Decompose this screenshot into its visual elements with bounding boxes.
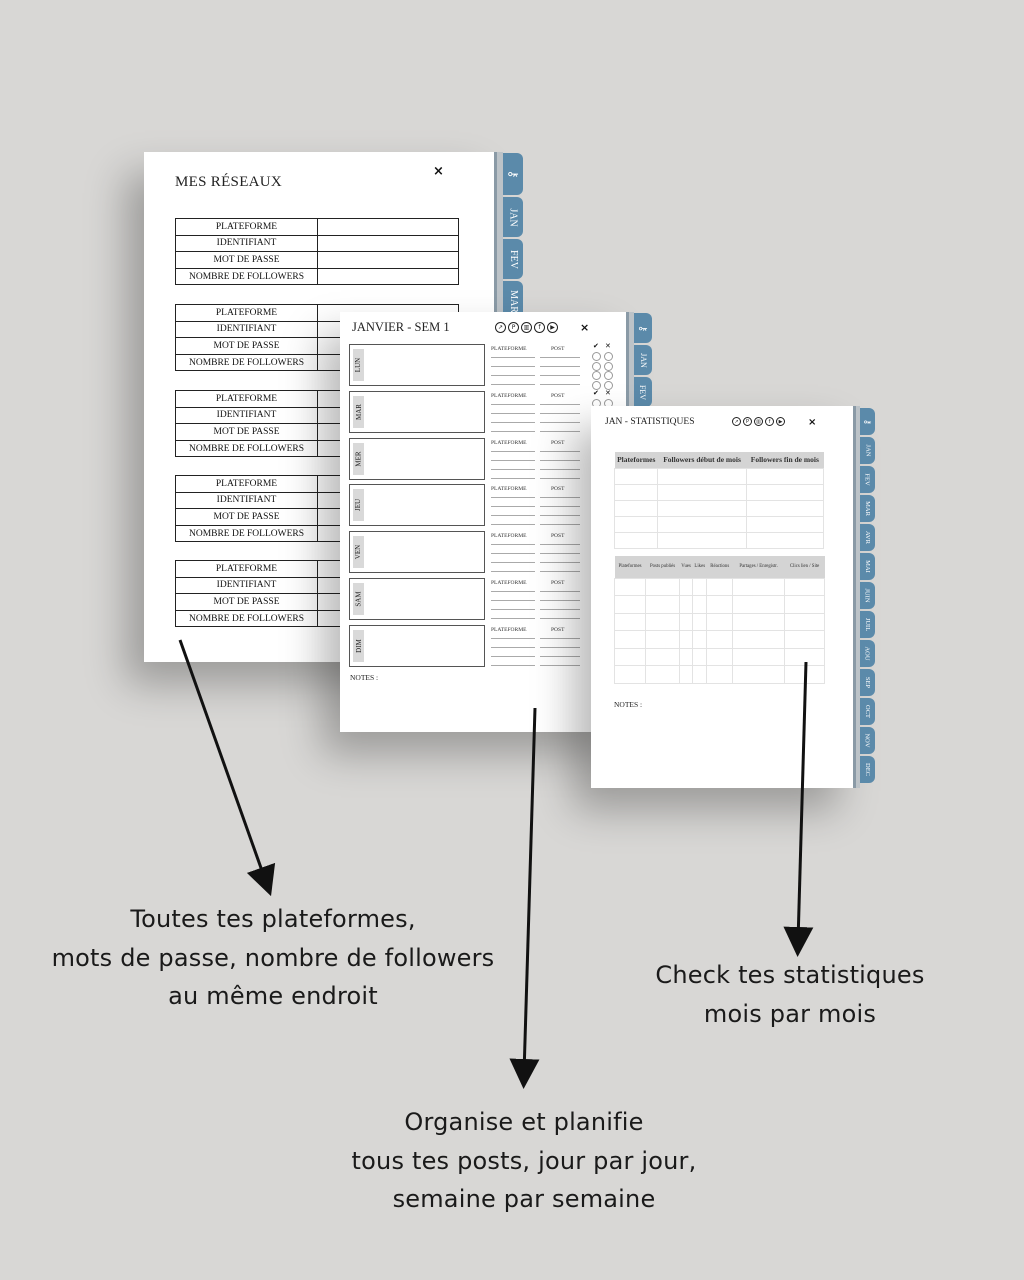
check-icon: ✔: [593, 342, 599, 350]
tab-label: MAR: [864, 501, 871, 516]
caption-posts: Organise et planifie tous tes posts, jour par jour, semaine par semaine: [351, 1108, 697, 1213]
column-post: POST: [551, 580, 565, 586]
column-header: Followers fin de mois: [746, 452, 823, 468]
tab-label: MAI: [863, 560, 871, 573]
row-label: PLATEFORME: [176, 476, 318, 493]
column-post: POST: [551, 486, 565, 493]
column-post: POST: [551, 392, 565, 399]
notes-label: NOTES :: [350, 673, 379, 682]
tab-label: DEC: [864, 763, 871, 776]
day-name: MER: [354, 451, 363, 467]
column-platform: PLATEFORME: [491, 392, 527, 399]
tab-label: JAN: [638, 352, 648, 368]
arrow-reseaux: [180, 640, 266, 882]
tab-label: JUIL: [863, 617, 871, 632]
column-platform: PLATEFORME: [491, 533, 527, 540]
row-label: MOT DE PASSE: [176, 252, 318, 269]
tab-label: FEV: [864, 473, 871, 486]
row-label: IDENTIFIANT: [176, 407, 318, 424]
day-name: LUN: [354, 357, 363, 373]
column-header: Clics lien / Site: [785, 556, 825, 578]
column-header: Posts publiés: [646, 556, 680, 578]
day-name: JEU: [354, 499, 363, 512]
close-icon[interactable]: ×: [808, 417, 817, 428]
row-label: NOMBRE DE FOLLOWERS: [176, 268, 318, 285]
facebook-icon[interactable]: f: [534, 322, 545, 333]
tab-label: OCT: [864, 705, 871, 718]
key-icon: ⚷: [862, 418, 873, 425]
column-platform: PLATEFORME: [491, 486, 527, 493]
tab-label: JUIN: [864, 588, 871, 603]
row-label: MOT DE PASSE: [176, 424, 318, 441]
stats-icon[interactable]: ▥: [754, 417, 763, 426]
row-label: IDENTIFIANT: [176, 492, 318, 509]
tab-label: SEP: [863, 676, 871, 689]
row-label: PLATEFORME: [176, 561, 318, 578]
row-label: MOT DE PASSE: [176, 338, 318, 355]
pinterest-icon[interactable]: P: [743, 417, 752, 426]
day-name: MAR: [354, 403, 363, 420]
row-label: NOMBRE DE FOLLOWERS: [176, 354, 318, 371]
tab-label: MAR: [507, 289, 519, 313]
column-platform: PLATEFORME: [491, 580, 527, 586]
pinterest-icon[interactable]: P: [508, 322, 519, 333]
row-label: IDENTIFIANT: [176, 321, 318, 338]
close-icon[interactable]: ×: [580, 321, 590, 334]
tab-label: NOV: [864, 733, 871, 748]
row-label: NOMBRE DE FOLLOWERS: [176, 440, 318, 457]
cross-icon: ✕: [605, 388, 611, 397]
stats-icon[interactable]: ▥: [521, 322, 532, 333]
caption-reseaux: Toutes tes plateformes, mots de passe, nombre de followers au même endroit: [51, 905, 495, 1010]
tab-label: FEV: [638, 384, 648, 400]
youtube-icon[interactable]: ▶: [547, 322, 558, 333]
column-platform: PLATEFORME: [491, 439, 527, 446]
day-name: VEN: [354, 544, 363, 560]
day-name: SAM: [354, 591, 363, 607]
arrow-posts: [524, 708, 535, 1074]
notes-label: NOTES :: [614, 700, 643, 709]
arrow-icon[interactable]: ↗: [495, 322, 506, 333]
row-label: NOMBRE DE FOLLOWERS: [176, 610, 318, 627]
row-label: MOT DE PASSE: [176, 594, 318, 611]
row-label: IDENTIFIANT: [176, 235, 318, 252]
facebook-icon[interactable]: f: [765, 417, 774, 426]
arrow-icon[interactable]: ↗: [732, 417, 741, 426]
column-post: POST: [551, 346, 565, 352]
column-post: POST: [551, 439, 565, 446]
row-label: NOMBRE DE FOLLOWERS: [176, 525, 318, 542]
column-post: POST: [551, 626, 565, 633]
cross-icon: ✕: [605, 342, 611, 350]
tab-label: AVR: [863, 531, 871, 544]
arrow-stats: [798, 662, 806, 942]
tab-label: AOU: [864, 646, 871, 661]
row-label: MOT DE PASSE: [176, 509, 318, 526]
key-icon: ⚷: [505, 169, 520, 179]
key-icon: ⚷: [637, 324, 649, 332]
column-platform: PLATEFORME: [491, 346, 527, 352]
column-header: Vues: [680, 556, 693, 578]
tab-label: JAN: [507, 207, 519, 227]
page-title: JANVIER - SEM 1: [352, 320, 450, 334]
column-header: Followers début de mois: [658, 452, 746, 468]
column-header: Plateformes: [615, 452, 658, 468]
check-icon: ✔: [593, 388, 599, 397]
page-title: MES RÉSEAUX: [175, 174, 283, 190]
row-label: PLATEFORME: [176, 219, 318, 236]
day-name: DIM: [354, 638, 363, 653]
close-icon[interactable]: ×: [433, 164, 444, 179]
row-label: PLATEFORME: [176, 305, 318, 322]
row-label: IDENTIFIANT: [176, 577, 318, 594]
caption-stats: Check tes statistiques mois par mois: [655, 961, 925, 1028]
column-header: Réactions: [707, 556, 733, 578]
column-header: Plateformes: [615, 556, 646, 578]
column-platform: PLATEFORME: [491, 626, 527, 633]
row-label: PLATEFORME: [176, 391, 318, 408]
column-post: POST: [551, 533, 565, 540]
column-header: Partages / Enregistr.: [733, 556, 785, 578]
tab-label: FEV: [507, 249, 519, 269]
youtube-icon[interactable]: ▶: [776, 417, 785, 426]
tab-label: JAN: [863, 444, 871, 457]
column-header: Likes: [693, 556, 707, 578]
page-title: JAN - STATISTIQUES: [605, 417, 695, 427]
